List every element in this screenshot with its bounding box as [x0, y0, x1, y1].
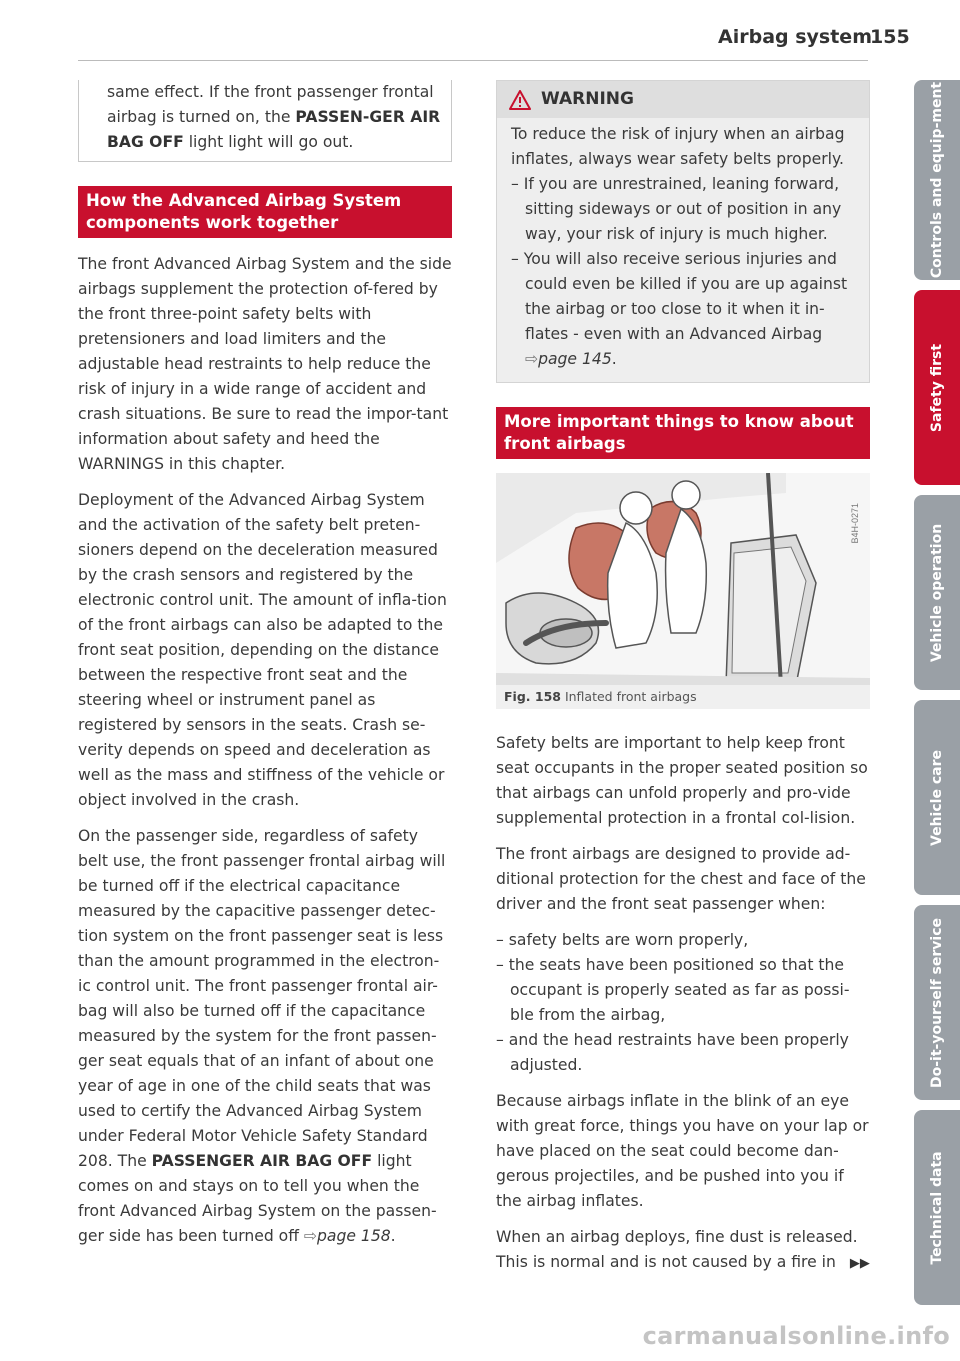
page-number: 155 [870, 26, 910, 48]
warning-list [511, 172, 857, 372]
paragraph: Safety belts are important to help keep front seat occupants in the proper seated position so that airbags can unfold properly and pro-vide supplemental protection in a frontal col-lision. [496, 734, 868, 827]
warning-box [496, 80, 870, 383]
continued-text: same effect. If the front passenger frontal airbag is turned on, the PASSEN-GER AIR BAG OFF light light will go out. [107, 83, 441, 151]
list-item: – If you are unrestrained, leaning forward, sitting sideways or out of position in any way, your risk of injury is much higher. [511, 172, 857, 247]
paragraph: Deployment of the Advanced Airbag System and the activation of the safety belt preten-sioners depend on the deceleration measured by the crash sensors and registered by the electronic control unit. The amount of infla-tion of the front airbags can also be adapted to the front seat position, depending on the distance between the respective front seat and the steering wheel or instrument panel as registered by sensors in the seats. Crash se-verity depends on speed and deceleration as well as the mass and stiffness of the vehicle or object involved in the crash. [78, 491, 447, 809]
list-item: – the seats have been positioned so that the occupant is properly seated as far as possi-ble from the airbag, [496, 953, 870, 1028]
figure-caption-text: Inflated front airbags [564, 689, 697, 704]
figure-label: Fig. 158 [504, 689, 561, 704]
watermark: carmanualsonline.info [642, 1322, 950, 1350]
tab-vehicle-operation[interactable]: Vehicle operation [914, 495, 960, 690]
warning-title: WARNING [541, 89, 634, 109]
warning-triangle-icon [509, 90, 531, 110]
list-item: – and the head restraints have been properly adjusted. [496, 1028, 870, 1078]
page-reference-link[interactable]: page 145 [538, 350, 612, 368]
warning-header [497, 81, 869, 118]
airbag-illustration [496, 473, 870, 685]
figure [496, 473, 870, 709]
left-column [78, 80, 452, 1260]
figure-caption [496, 685, 870, 709]
paragraph: On the passenger side, regardless of safety belt use, the front passenger frontal airbag will be turned off if the electrical capacitance measured by the capacitive passenger detec-tion system on the front passenger seat is less than the amount programmed in the electron-ic control unit. The front passenger frontal air-bag will also be turned off if the capacitance measured by the system for the front passen-ger seat equals that of an infant of about one year of age in one of the child seats that was used to certify the Advanced Airbag System under Federal Motor Vehicle Safety Standard 208. The PASSENGER AIR BAG OFF light comes on and stays on to tell you when the front Advanced Airbag System on the passen-ger side has been turned off ⇨page 158. [78, 827, 446, 1245]
tab-safety-first[interactable]: Safety first [914, 290, 960, 485]
paragraph: Because airbags inflate in the blink of an eye with great force, things you have on your lap or have placed on the seat could become dan-gerous projectiles, and be pushed into you if the airbag inflates. [496, 1092, 869, 1210]
paragraph: The front Advanced Airbag System and the side airbags supplement the protection of-fered by the front three-point safety belts with pretensioners and load limiters and the adjustable head restraints to help reduce the risk of injury in a wide range of accident and crash situations. Be sure to read the impor-tant information about safety and heed the WARNINGS in this chapter. [78, 255, 452, 473]
page-reference-link[interactable]: page 158 [317, 1227, 391, 1245]
header-rule [78, 60, 868, 61]
warning-intro: To reduce the risk of injury when an airbag inflates, always wear safety belts properly. [511, 125, 845, 168]
tab-technical-data[interactable]: Technical data [914, 1110, 960, 1305]
list-item: – safety belts are worn properly, [496, 928, 870, 953]
page-header [700, 22, 940, 54]
paragraph: The front airbags are designed to provide ad-ditional protection for the chest and face of the driver and the front seat passenger when: [496, 845, 866, 913]
page-ref-arrow-icon: ⇨ [525, 350, 539, 368]
right-column [496, 80, 870, 1287]
figure-code: B4H-0271 [850, 503, 860, 544]
continued-note-box [78, 80, 452, 162]
tab-do-it-yourself-service[interactable]: Do-it-yourself service [914, 905, 960, 1100]
section-title: How the Advanced Airbag System components work together [78, 186, 452, 238]
page-ref-arrow-icon: ⇨ [303, 1227, 317, 1245]
conditions-list [496, 928, 870, 1078]
tab-controls-and-equipment[interactable]: Controls and equip-ment [914, 80, 960, 280]
paragraph: When an airbag deploys, fine dust is released. This is normal and is not caused by a fire in ▶▶ [496, 1228, 870, 1271]
tab-vehicle-care[interactable]: Vehicle care [914, 700, 960, 895]
list-item: – You will also receive serious injuries and could even be killed if you are up against the airbag or too close to it when it in-flates - even with an Advanced Airbag ⇨page 145. [511, 247, 857, 372]
header-title: Airbag system [718, 26, 872, 48]
section-title: More important things to know about front airbags [496, 407, 870, 459]
continue-arrow-icon: ▶▶ [849, 1256, 870, 1271]
warning-body [497, 118, 869, 382]
